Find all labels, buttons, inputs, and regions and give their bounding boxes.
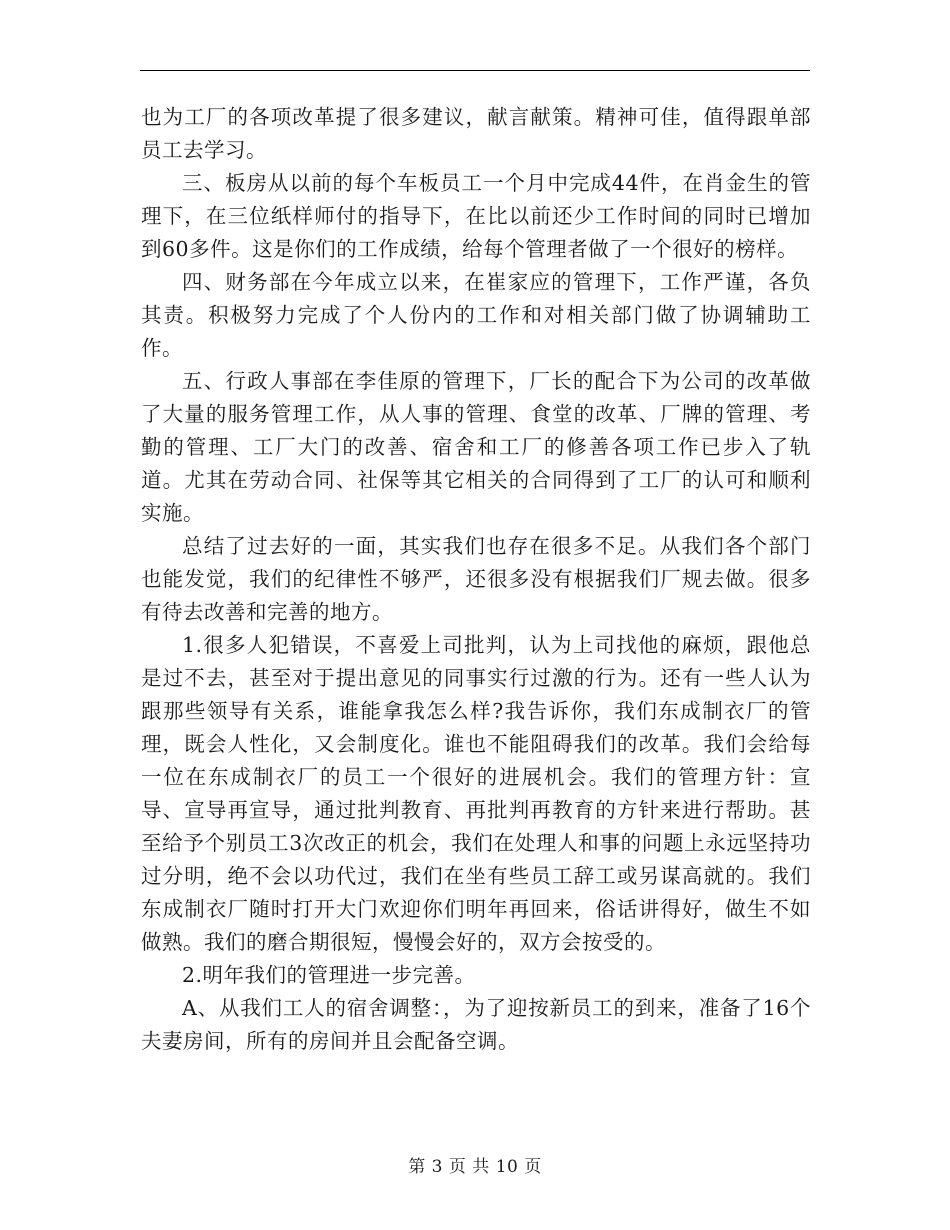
- paragraph-3: 四、财务部在今年成立以来，在崔家应的管理下，工作严谨，各负其责。积极努力完成了个人份内的工作和对相关部门做了协调辅助工作。: [141, 270, 811, 360]
- paragraph-5: 总结了过去好的一面，其实我们也存在很多不足。从我们各个部门也能发觉，我们的纪律性不够严，还很多没有根据我们厂规去做。很多有待去改善和完善的地方。: [141, 534, 811, 624]
- body-text: [141, 101, 811, 1058]
- paragraph-7: 2.明年我们的管理进一步完善。: [182, 963, 476, 987]
- paragraph-1: 也为工厂的各项改革提了很多建议，献言献策。精神可佳，值得跟单部员工去学习。: [141, 105, 811, 162]
- paragraph-6: 1.很多人犯错误，不喜爱上司批判，认为上司找他的麻烦，跟他总是过不去，甚至对于提出意见的同事实行过激的行为。还有一些人认为跟那些领导有关系，谁能拿我怎么样?我告诉你，我们东成制衣厂的管理，既会人性化，又会制度化。谁也不能阻碍我们的改革。我们会给每一位在东成制衣厂的员工一个很好的进展机会。我们的管理方针：宣导、宣导再宣导，通过批判教育、再批判再教育的方针来进行帮助。甚至给予个别员工3次改正的机会，我们在处理人和事的问题上永远坚持功过分明，绝不会以功代过，我们在坐有些员工辞工或另谋高就的。我们东成制衣厂随时打开大门欢迎你们明年再回来，俗话讲得好，做生不如做熟。我们的磨合期很短，慢慢会好的，双方会按受的。: [141, 633, 811, 954]
- paragraph-2: 三、板房从以前的每个车板员工一个月中完成44件，在肖金生的管理下，在三位纸样师付的指导下，在比以前还少工作时间的同时已增加到60多件。这是你们的工作成绩，给每个管理者做了一个很好的榜样。: [141, 171, 811, 261]
- paragraph-8: A、从我们工人的宿舍调整：，为了迎按新员工的到来，准备了16个夫妻房间，所有的房间并且会配备空调。: [141, 996, 811, 1053]
- header-rule: [140, 70, 810, 71]
- page-number-footer: 第 3 页 共 10 页: [408, 1157, 542, 1177]
- paragraph-4: 五、行政人事部在李佳原的管理下，厂长的配合下为公司的改革做了大量的服务管理工作，从人事的管理、食堂的改革、厂牌的管理、考勤的管理、工厂大门的改善、宿舍和工厂的修善各项工作已步入了轨道。尤其在劳动合同、社保等其它相关的合同得到了工厂的认可和顺利实施。: [141, 369, 811, 525]
